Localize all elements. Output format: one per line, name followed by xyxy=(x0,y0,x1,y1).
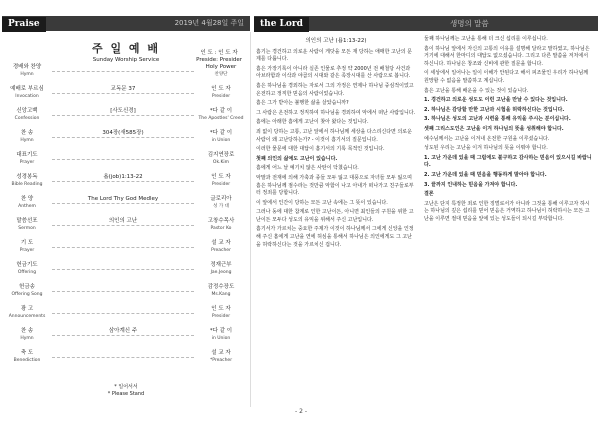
paragraph: 흠에는 아래한 흠에게 고난이 찾아 왔다는 것입니다. xyxy=(256,119,369,126)
order-item-ko: 예배로 부르심 xyxy=(10,86,44,92)
order-item-en: Bible Reading xyxy=(11,182,43,187)
order-item-en: Prayer xyxy=(19,160,35,165)
order-leader xyxy=(196,284,246,298)
order-leader-ko: 인 도 자 xyxy=(211,86,231,92)
order-row xyxy=(6,196,246,216)
order-leader-en: in Union xyxy=(211,336,231,341)
order-row xyxy=(6,64,246,84)
order-item-ko: 말씀선포 xyxy=(16,218,38,224)
order-leader xyxy=(196,218,246,232)
order-row xyxy=(6,350,246,370)
order-leader xyxy=(196,64,246,78)
order-content xyxy=(52,240,194,248)
paragraph: 예수님께서는 고난을 이겨내 온전한 구원을 이루셨습니다. xyxy=(424,135,550,142)
order-item-ko: 찬 양 xyxy=(20,196,34,202)
paragraph: 3. 끝까지 인내하는 믿음을 가져야 합니다. xyxy=(424,181,518,188)
paragraph: 3. 하나님은 성도의 고난과 시련을 통해 유익을 주시는 분이십니다. xyxy=(424,116,571,123)
order-item-ko: 헌금기도 xyxy=(16,262,38,268)
order-content: 의인의 고난 xyxy=(52,218,194,226)
order-leader-ko: 고창수목사 xyxy=(207,218,235,224)
order-item xyxy=(6,108,48,122)
right-paragraphs-2 xyxy=(424,136,594,153)
paragraph: 흠기서가 가르치는 중요한 주제가 이것이 하나님께서 그에게 신앙을 인정해 주신 흠에게 고난을 연에 허심을 통해서 하나님은 의인에게도 그 고난을 허락하신다는 것을 가르치신 겁니다. xyxy=(256,226,414,248)
order-item xyxy=(6,218,48,232)
stand-note-ko: * 일어서서 xyxy=(114,384,138,390)
order-item-en: Prayer xyxy=(19,248,35,253)
order-leader-en: Jae.Jeong xyxy=(210,270,232,275)
order-leader xyxy=(196,86,246,100)
order-leader xyxy=(196,130,246,144)
order-leader-en: The Apostles' Creed xyxy=(198,116,244,121)
point-one-paragraphs xyxy=(256,165,416,249)
order-leader xyxy=(196,196,246,210)
order-leader-en: Preacher xyxy=(211,248,231,253)
order-item-en: Offering Song xyxy=(11,292,43,297)
stand-note-en: * Please Stand xyxy=(107,391,145,397)
order-leader xyxy=(196,306,246,320)
order-item-ko: 축 도 xyxy=(20,350,34,356)
paragraph: 2. 고난 가운데 있을 때 믿음을 행동하게 말아야 합니다. xyxy=(424,171,547,178)
paragraph: 이 앞에서 인간이 당하는 모든 고난 속에는 그 뜻이 있습니다. xyxy=(256,199,388,206)
order-leader-en: Ok.Kim xyxy=(212,160,230,165)
order-item-ko: 찬 송 xyxy=(20,130,34,136)
order-item-ko: 성경봉독 xyxy=(16,174,38,180)
order-leader-en: Presider xyxy=(211,314,231,319)
order-item-en: Hymn xyxy=(20,336,34,341)
paragraph: 악말과 전재에 의해 가축과 종들 모두 잃고 대풍으로 자녀들 모두 잃으며 흠은 하나님께 점수라는 것만큼 악함이 나고 아내가 떠나가고 친구들로부터 정죄를 당합니다. xyxy=(256,174,414,197)
presider-ko: 인 도 : 인 도 자 xyxy=(200,50,238,56)
sermon-title: 의인의 고난 (욥1:13-22) xyxy=(305,38,367,44)
order-leader xyxy=(196,240,246,254)
faith-list xyxy=(424,155,594,189)
praise-tag: Praise xyxy=(2,17,46,32)
paragraph: 1. 고난 가운데 있을 때 그럼에도 불구하고 감사하는 믿음이 있으시길 바랍니다. xyxy=(424,154,592,169)
page-number: - 2 - xyxy=(295,408,307,415)
order-row xyxy=(6,306,246,326)
order-content: 교독문 37 xyxy=(52,86,194,94)
order-row xyxy=(6,130,246,150)
conclusion-text: 고난은 단지 특정한 죄로 인한 징벌로서가 아니라 그것을 통해 이루고자 하시는 하나님의 깊은 섭리를 믿어 믿음은 거역하고 하나님이 허락하시는 모든 고난을 이루면 절대 믿음을 앞에 있는 성도들이 되시길 부탁합니다. xyxy=(424,200,590,222)
order-item-en: Offering xyxy=(17,270,37,275)
order-item xyxy=(6,262,48,276)
paragraph: 흠기는 경건하고 의로운 사람이 게닷을 모든 재 당하는 애매한 고난의 문제를 다룹니다. xyxy=(256,48,412,63)
order-item-en: Anthem xyxy=(18,204,36,209)
order-content: 삼아계신 주 xyxy=(52,328,194,336)
order-row xyxy=(6,86,246,106)
order-content xyxy=(52,284,194,292)
order-leader-ko: 인 도 자 xyxy=(211,174,231,180)
order-item xyxy=(6,240,48,254)
paragraph: 2. 하나님은 감당할 만한 고난과 시험을 허락하신다는 것입니다. xyxy=(424,106,565,113)
order-item-en: Hymn xyxy=(20,138,34,143)
order-item xyxy=(6,350,48,364)
paragraph: 흠에게 어느 날 예기치 않은 사탄이 닥쳤습니다. xyxy=(256,165,359,172)
order-item xyxy=(6,174,48,188)
left-header-bar xyxy=(2,16,250,31)
presider-info xyxy=(196,50,242,64)
paragraph: 그 사람은 온전하고 정직하여 하나님을 경외하여 악에서 떠난 사람입니다. xyxy=(256,109,416,116)
order-leader-ko: *다 같 이 xyxy=(209,328,233,334)
order-item-en: Confession xyxy=(14,116,40,121)
paragraph: 그러나 동에 대한 참계로 인한 고난이든, 아니면 최인들의 구원을 위한 고난이든 모두다 성도의 유익을 위해서 주신 고난입니다. xyxy=(256,209,414,223)
point-three: 셋째 그리스도인은 고난을 이겨 하나님의 뜻을 성취해야 합니다. xyxy=(424,125,564,132)
order-leader xyxy=(196,152,246,166)
worship-order xyxy=(6,36,246,406)
order-leader-ko: 설 교 자 xyxy=(211,350,231,356)
order-leader-en: Ms.Kang xyxy=(211,292,231,297)
order-content: 욥(job)1:13-22 xyxy=(52,174,194,182)
point-one: 첫째 의인의 삶에도 고난이 있습니다. xyxy=(256,155,338,162)
order-item xyxy=(6,86,48,100)
paragraph: 1. 경건하고 의로운 성도도 이런 고난을 만날 수 있다는 것입니다. xyxy=(424,97,568,104)
paragraph: 이 세상에서 일어나는 일이 이해가 안된다고 해서 피조물인 우리가 하나님께 원망할 수 없음을 말씀하고 계십니다. xyxy=(424,70,589,84)
paragraph: 이러한 물문에 대한 대답이 흠기서의 기록 목적인 것입니다. xyxy=(256,146,385,153)
paragraph: 성도된 우리는 고난을 이겨 하나님의 뜻을 이뤄야 합니다. xyxy=(424,145,548,152)
order-item xyxy=(6,284,48,298)
order-item-en: Sermon xyxy=(18,226,36,231)
order-leader-ko: 정재근부 xyxy=(210,262,232,268)
order-leader-ko: 인 도 자 xyxy=(211,306,231,312)
order-leader-ko: Holy Power xyxy=(205,64,237,70)
order-leader-ko: 감정수장도 xyxy=(207,284,235,290)
order-row xyxy=(6,108,246,128)
order-item-en: Invocation xyxy=(15,94,39,99)
order-content: The Lord Thy God Medley xyxy=(52,196,194,204)
paragraph: 흠은 고난을 통해 배운을 수 있는 것이 있습니다. xyxy=(424,87,529,94)
order-item xyxy=(6,152,48,166)
order-content xyxy=(52,152,194,160)
worship-title: 주 일 예 배 xyxy=(92,42,160,55)
order-item-en: Announcements xyxy=(8,314,46,319)
order-content xyxy=(52,64,194,72)
order-leader-en: Presider xyxy=(211,94,231,99)
order-content: [사도신경] xyxy=(52,108,194,116)
order-content: 304장(새585장) xyxy=(52,130,194,138)
order-item xyxy=(6,328,48,342)
order-item xyxy=(6,64,48,78)
order-leader-ko: 글로리아 xyxy=(210,196,232,202)
paragraph: 흠은 가장기록이 아니라 실존 인물로 추정 약 2000년 전 배철당 사건과 아브라함과 이삭과 야곱의 시대와 같은 족장시대를 산 사람으로 봅니다. xyxy=(256,65,411,80)
order-leader-en: 찬양단 xyxy=(214,72,228,77)
order-row xyxy=(6,218,246,238)
order-leader-ko: 설 교 자 xyxy=(211,240,231,246)
right-header-bar xyxy=(254,16,598,31)
order-item-en: Benediction xyxy=(13,358,41,363)
order-content xyxy=(52,306,194,314)
word-of-life-title: 생명의 말씀 xyxy=(450,19,489,28)
paragraph: 흠은 하나님을 경외하는 자로서 그의 가정은 연제나 하나님 중심적이었고 온전하고 정직한 믿음의 사람이었습니다. xyxy=(256,82,414,97)
order-leader-en: *Preacher xyxy=(209,358,233,363)
order-item-ko: 신앙고백 xyxy=(16,108,38,114)
order-leader xyxy=(196,108,246,122)
order-item xyxy=(6,196,48,210)
order-row xyxy=(6,328,246,348)
worship-subtitle: Sunday Worship Service xyxy=(92,57,160,63)
order-leader-ko: 김지연장로 xyxy=(207,152,235,158)
order-leader-en: Pastor Ko xyxy=(210,226,232,231)
right-paragraphs xyxy=(424,36,594,95)
order-item-ko: 대표기도 xyxy=(16,152,38,158)
order-row xyxy=(6,174,246,194)
order-item-ko: 기 도 xyxy=(20,240,34,246)
order-leader xyxy=(196,174,246,188)
order-row xyxy=(6,240,246,260)
lessons-list xyxy=(424,97,594,124)
order-leader-en: Presider xyxy=(211,182,231,187)
order-item-ko: 헌금송 xyxy=(19,284,35,290)
order-leader xyxy=(196,350,246,364)
paragraph: 흠이 하나님 앞에서 자신의 고통의 이유를 설명해 달라고 말하였고, 하나님은 거기에 대해서 한마디의 대답도 없으셨습니다. 그리고 다른 말씀을 저처에서 하신니다. 하나님은 창조와 신비에 관한 질문을 합니다. xyxy=(424,45,590,67)
column-divider xyxy=(250,32,251,407)
sermon-paragraphs xyxy=(256,49,416,154)
presider-en: Preside: Presider xyxy=(196,57,242,63)
sermon-continued-column xyxy=(424,36,594,406)
order-leader-en: 성 가 대 xyxy=(213,204,229,209)
order-content xyxy=(52,350,194,358)
order-leader-en: in Union xyxy=(211,138,231,143)
order-item-ko: 광 고 xyxy=(20,306,34,312)
order-item-ko: 경배와 찬양 xyxy=(12,64,42,70)
order-leader-ko: *다 같 이 xyxy=(209,130,233,136)
order-leader xyxy=(196,328,246,342)
order-item-en: Hymn xyxy=(20,72,34,77)
paragraph: 흠은 그가 받아는 불행한 삶을 살았습니까? xyxy=(256,100,349,107)
paragraph: 둘째 하나님께는 고난을 통해 더 크신 섭리를 이루십니다. xyxy=(424,36,548,42)
paragraph: 죄 없이 당하는 고통, 고난 앞에서 하나님께 세상을 다스리신다면 의로운 사람이 왜 고난당하는가? - 이것이 흠기서의 질문입니다. xyxy=(256,128,412,143)
order-row xyxy=(6,152,246,172)
conclusion-label: 결론 xyxy=(424,191,434,198)
order-leader xyxy=(196,262,246,276)
order-content xyxy=(52,262,194,270)
order-item xyxy=(6,306,48,320)
lord-tag: the Lord xyxy=(254,17,309,32)
sermon-column xyxy=(256,36,416,406)
order-row xyxy=(6,262,246,282)
order-row xyxy=(6,284,246,304)
order-leader-ko: *다 같 이 xyxy=(209,108,233,114)
order-item xyxy=(6,130,48,144)
stand-note xyxy=(6,384,246,398)
service-date: 2019년 4월28일 주일 xyxy=(174,19,244,27)
order-item-ko: 찬 송 xyxy=(20,328,34,334)
